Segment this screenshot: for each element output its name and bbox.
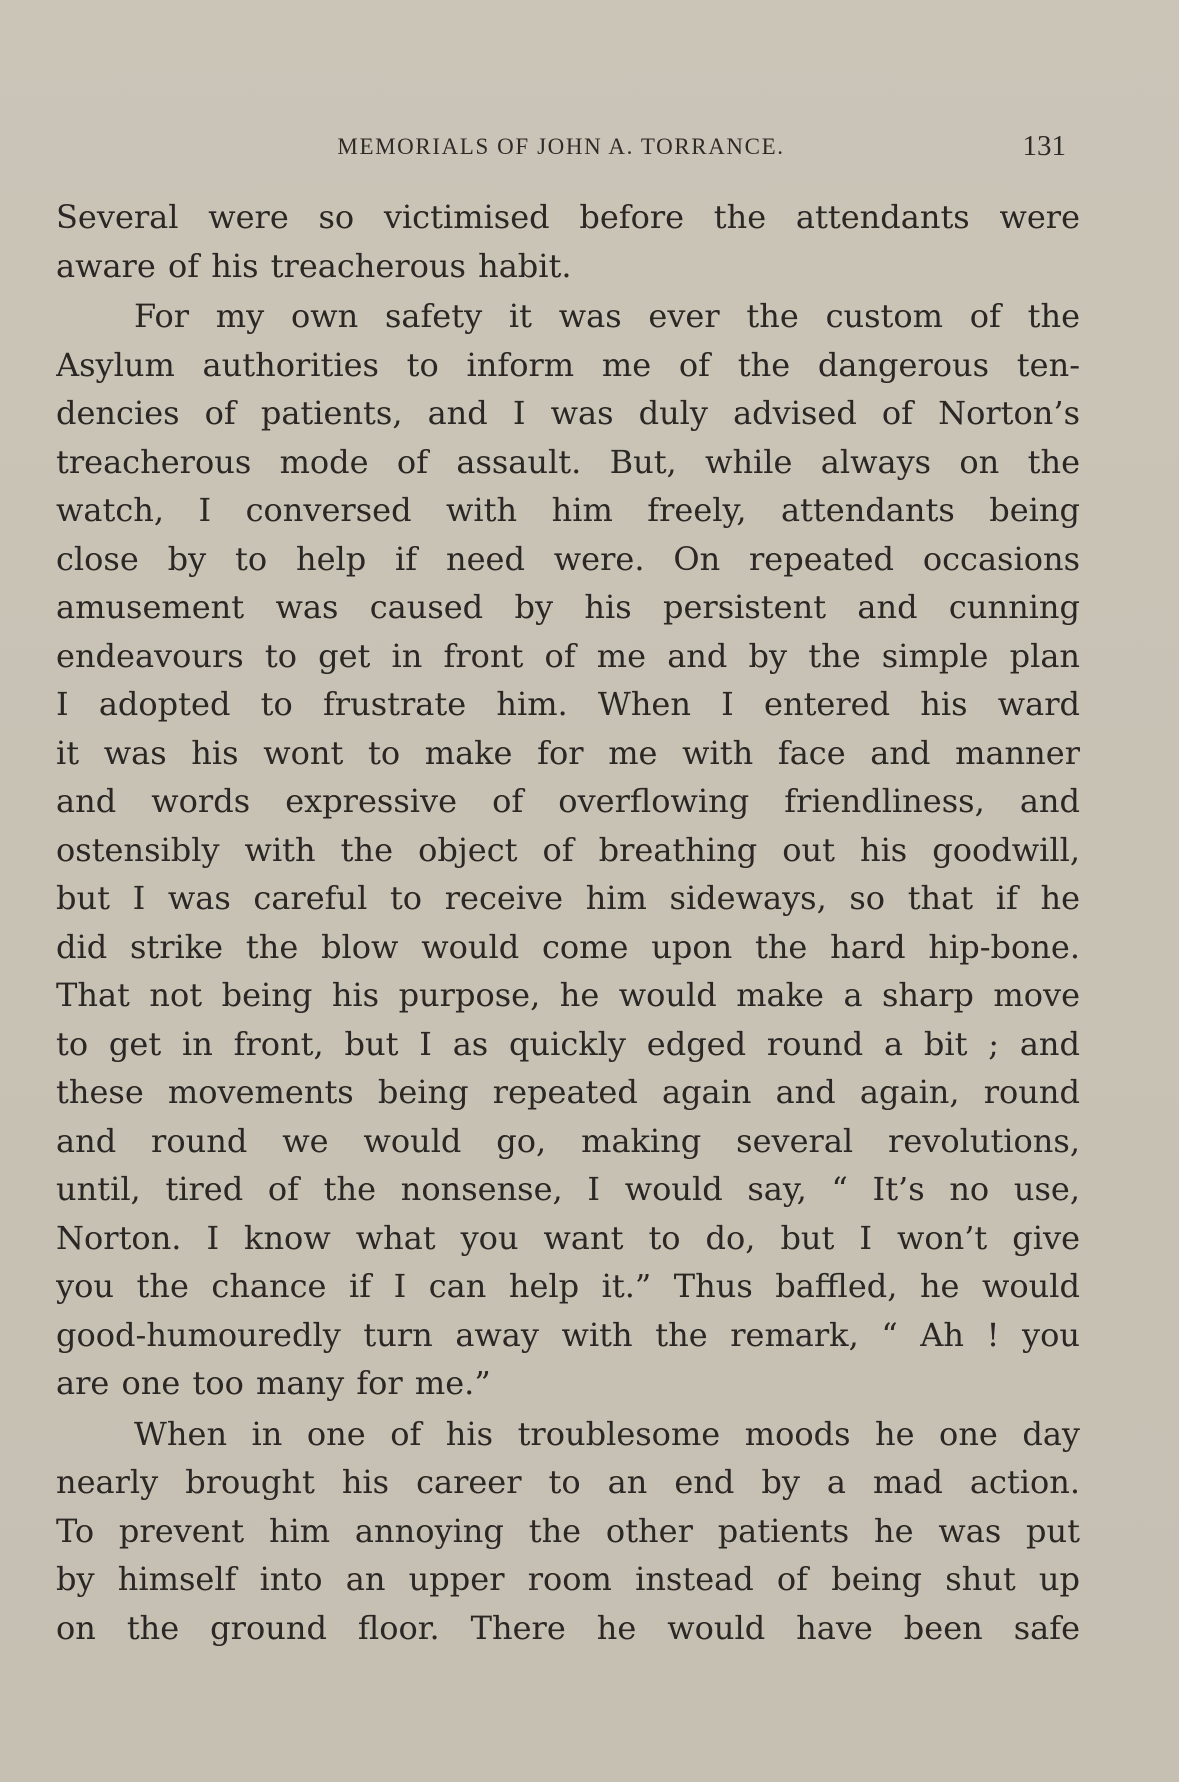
text-line: close by to help if need were. On repeated occasions xyxy=(56,539,1080,578)
text-line: these movements being repeated again and again, round xyxy=(56,1073,1080,1111)
paragraph-first-line: For my own safety it was ever the custom of the xyxy=(134,297,1080,335)
text-line: Norton. I know what you want to do, but I won’t give xyxy=(56,1218,1080,1257)
text-line: To prevent him annoying the other patients he was put xyxy=(56,1511,1080,1550)
text-line: are one too many for me.” xyxy=(56,1364,491,1402)
text-line: Asylum authorities to inform me of the dangerous ten- xyxy=(56,345,1080,384)
text-line: ostensibly with the object of breathing out his goodwill, xyxy=(56,830,1080,869)
text-line: did strike the blow would come upon the hard hip-bone. xyxy=(56,927,1080,966)
text-line: treacherous mode of assault. But, while always on the xyxy=(56,442,1080,481)
text-line: until, tired of the nonsense, I would say, “ It’s no use, xyxy=(56,1170,1080,1208)
body-text xyxy=(56,193,1080,1652)
text-line: to get in front, but I as quickly edged round a bit ; and xyxy=(56,1024,1080,1063)
page-number: 131 xyxy=(1022,130,1066,162)
text-line: on the ground floor. There he would have been safe xyxy=(56,1608,1080,1647)
text-line: and round we would go, making several revolutions, xyxy=(56,1121,1080,1160)
running-title: MEMORIALS OF JOHN A. TORRANCE. xyxy=(337,134,785,159)
text-line: That not being his purpose, he would make a sharp move xyxy=(56,976,1080,1014)
running-head xyxy=(56,130,1066,170)
text-line: you the chance if I can help it.” Thus baffled, he would xyxy=(56,1267,1080,1305)
text-line: it was his wont to make for me with face and manner xyxy=(56,733,1080,772)
text-line: I adopted to frustrate him. When I entered his ward xyxy=(56,685,1080,723)
text-line: and words expressive of overflowing friendliness, and xyxy=(56,782,1080,820)
paragraph-first-line: When in one of his troublesome moods he one day xyxy=(134,1414,1080,1453)
text-line: by himself into an upper room instead of being shut up xyxy=(56,1560,1080,1598)
text-line: dencies of patients, and I was duly advised of Norton’s xyxy=(56,394,1080,432)
text-line: watch, I conversed with him freely, attendants being xyxy=(56,491,1080,529)
text-line: endeavours to get in front of me and by the simple plan xyxy=(56,636,1080,675)
text-line: Several were so victimised before the attendants were xyxy=(56,198,1080,236)
text-line: nearly brought his career to an end by a mad action. xyxy=(56,1463,1080,1501)
text-line: good-humouredly turn away with the remark, “ Ah ! you xyxy=(56,1315,1080,1354)
text-line: but I was careful to receive him sideways, so that if he xyxy=(56,879,1080,917)
text-line: amusement was caused by his persistent and cunning xyxy=(56,588,1080,626)
text-line: aware of his treacherous habit. xyxy=(56,246,572,285)
